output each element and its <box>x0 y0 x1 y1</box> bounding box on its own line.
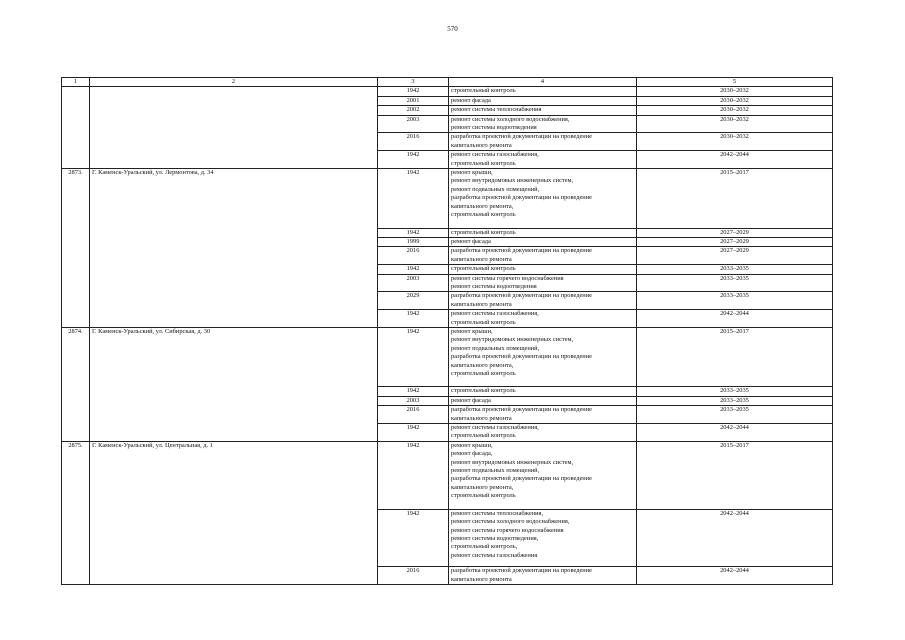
year-cell: 2003 <box>378 274 449 292</box>
period-cell: 2030–2032 <box>637 106 833 115</box>
table-row <box>62 441 833 509</box>
year-cell: 2016 <box>378 567 449 585</box>
year-cell: 2029 <box>378 292 449 310</box>
work-line: строительный контроль <box>451 318 516 326</box>
work-line: капитального ремонта <box>451 300 512 308</box>
work-line: ремонт крыши, <box>451 327 493 335</box>
object-number-cell <box>62 87 90 169</box>
work-line: ремонт подвальных помещений, <box>451 467 540 475</box>
year-cell: 1942 <box>378 87 449 96</box>
work-line: ремонт системы теплоснабжения, <box>451 509 544 517</box>
work-line: ремонт фасада <box>451 396 491 404</box>
work-line: капитального ремонта, <box>451 361 514 369</box>
work-line: разработка проектной документации на проведение <box>451 475 592 483</box>
work-line: капитального ремонта, <box>451 202 514 210</box>
address-cell: Г. Каменск-Уральский, ул. Центральная, д. 1 <box>90 441 378 584</box>
period-cell: 2033–2035 <box>637 387 833 396</box>
works-cell <box>449 567 637 585</box>
works-cell <box>449 424 637 442</box>
work-line: ремонт фасада <box>451 237 491 245</box>
year-cell: 2016 <box>378 247 449 265</box>
year-cell: 2003 <box>378 115 449 133</box>
header-cell: 3 <box>378 78 449 87</box>
table-row <box>62 169 833 228</box>
period-cell: 2033–2035 <box>637 265 833 274</box>
work-line: ремонт системы горячего водоснабжения <box>451 274 564 282</box>
period-cell: 2033–2035 <box>637 406 833 424</box>
year-cell: 1942 <box>378 387 449 396</box>
work-line: ремонт системы водоотведения, <box>451 534 539 542</box>
year-cell: 1942 <box>378 169 449 228</box>
header-cell: 5 <box>637 78 833 87</box>
year-cell: 1999 <box>378 237 449 246</box>
work-line: капитального ремонта <box>451 255 512 263</box>
year-cell: 1942 <box>378 310 449 328</box>
work-line: капитального ремонта <box>451 575 512 583</box>
address-cell <box>90 87 378 169</box>
period-cell: 2042–2044 <box>637 567 833 585</box>
period-cell: 2042–2044 <box>637 310 833 328</box>
works-cell <box>449 106 637 115</box>
year-cell: 2001 <box>378 96 449 105</box>
object-number-cell: 2874. <box>62 327 90 441</box>
work-line: разработка проектной документации на проведение <box>451 133 592 141</box>
year-cell: 1942 <box>378 265 449 274</box>
period-cell: 2015–2017 <box>637 169 833 228</box>
work-line: капитального ремонта <box>451 414 512 422</box>
year-cell: 1942 <box>378 441 449 509</box>
works-cell <box>449 310 637 328</box>
work-line: ремонт фасада <box>451 96 491 104</box>
work-line: строительный контроль <box>451 370 516 377</box>
work-line: строительный контроль <box>451 87 516 95</box>
works-cell <box>449 247 637 265</box>
work-line: разработка проектной документации на проведение <box>451 353 592 361</box>
page-number: 570 <box>447 25 458 33</box>
works-cell <box>449 169 637 228</box>
header-cell: 1 <box>62 78 90 87</box>
works-cell <box>449 133 637 151</box>
work-line: разработка проектной документации на проведение <box>451 247 592 255</box>
address-cell: Г. Каменск-Уральский, ул. Сибирская, д. 30 <box>90 327 378 441</box>
works-cell <box>449 265 637 274</box>
object-number-cell: 2873. <box>62 169 90 328</box>
work-line: ремонт крыши, <box>451 169 493 177</box>
work-line: строительный контроль <box>451 432 516 440</box>
work-line: ремонт системы холодного водоснабжения, <box>451 518 570 526</box>
work-line: разработка проектной документации на проведение <box>451 406 592 414</box>
work-line: разработка проектной документации на проведение <box>451 292 592 300</box>
work-line: ремонт системы газоснабжения, <box>451 151 539 159</box>
period-cell: 2033–2035 <box>637 292 833 310</box>
year-cell: 1942 <box>378 509 449 566</box>
work-line: ремонт системы теплоснабжения <box>451 106 542 114</box>
work-line: ремонт внутридомовых инженерных систем, <box>451 177 574 185</box>
work-line: разработка проектной документации на проведение <box>451 194 592 202</box>
works-cell <box>449 115 637 133</box>
work-line: строительный контроль, <box>451 543 518 551</box>
work-line: капитального ремонта <box>451 141 512 149</box>
works-cell <box>449 228 637 237</box>
work-line: строительный контроль <box>451 387 516 395</box>
period-cell: 2030–2032 <box>637 87 833 96</box>
header-cell: 2 <box>90 78 378 87</box>
works-cell <box>449 237 637 246</box>
work-line: ремонт системы водоотведения <box>451 124 537 132</box>
period-cell: 2033–2035 <box>637 274 833 292</box>
work-line: ремонт внутридомовых инженерных систем, <box>451 336 574 344</box>
works-cell <box>449 151 637 169</box>
period-cell: 2030–2032 <box>637 96 833 105</box>
period-cell: 2027–2029 <box>637 228 833 237</box>
period-cell: 2015–2017 <box>637 327 833 386</box>
works-cell <box>449 509 637 566</box>
year-cell: 2016 <box>378 133 449 151</box>
year-cell: 2003 <box>378 396 449 405</box>
work-line: строительный контроль <box>451 265 516 273</box>
period-cell: 2033–2035 <box>637 396 833 405</box>
work-line: строительный контроль <box>451 492 516 500</box>
period-cell: 2015–2017 <box>637 441 833 509</box>
work-line: капитального ремонта, <box>451 483 514 491</box>
table-row <box>62 87 833 96</box>
work-line: строительный контроль <box>451 159 516 167</box>
work-line: ремонт системы горячего водоснабжения <box>451 526 564 534</box>
work-line: ремонт системы водоотведения <box>451 282 537 290</box>
table-row <box>62 327 833 386</box>
object-number-cell: 2875. <box>62 441 90 584</box>
year-cell: 1942 <box>378 327 449 386</box>
header-cell: 4 <box>449 78 637 87</box>
works-cell <box>449 396 637 405</box>
works-cell <box>449 406 637 424</box>
address-cell: Г. Каменск-Уральский, ул. Лермонтова, д. 34 <box>90 169 378 328</box>
works-cell <box>449 96 637 105</box>
work-line: строительный контроль <box>451 228 516 236</box>
work-line: ремонт подвальных помещений, <box>451 344 540 352</box>
work-line: разработка проектной документации на проведение <box>451 567 592 575</box>
work-line: ремонт системы газоснабжения, <box>451 424 539 432</box>
header-row <box>62 78 833 87</box>
period-cell: 2030–2032 <box>637 115 833 133</box>
work-line: ремонт системы газоснабжения, <box>451 310 539 318</box>
year-cell: 2002 <box>378 106 449 115</box>
period-cell: 2027–2029 <box>637 237 833 246</box>
work-line: ремонт системы холодного водоснабжения, <box>451 115 570 123</box>
works-cell <box>449 327 637 386</box>
work-line: ремонт подвальных помещений, <box>451 185 540 193</box>
works-cell <box>449 87 637 96</box>
work-line: ремонт системы газоснабжения <box>451 551 538 559</box>
period-cell: 2042–2044 <box>637 424 833 442</box>
works-cell <box>449 441 637 509</box>
work-line: строительный контроль <box>451 211 516 219</box>
period-cell: 2030–2032 <box>637 133 833 151</box>
year-cell: 1942 <box>378 424 449 442</box>
capital-repair-table <box>61 77 833 585</box>
period-cell: 2042–2044 <box>637 509 833 566</box>
year-cell: 2016 <box>378 406 449 424</box>
year-cell: 1942 <box>378 228 449 237</box>
work-line: ремонт фасада, <box>451 450 493 458</box>
works-cell <box>449 387 637 396</box>
period-cell: 2042–2044 <box>637 151 833 169</box>
works-cell <box>449 274 637 292</box>
work-line: ремонт крыши, <box>451 441 493 449</box>
works-cell <box>449 292 637 310</box>
year-cell: 1942 <box>378 151 449 169</box>
work-line: ремонт внутридомовых инженерных систем, <box>451 458 574 466</box>
period-cell: 2027–2029 <box>637 247 833 265</box>
